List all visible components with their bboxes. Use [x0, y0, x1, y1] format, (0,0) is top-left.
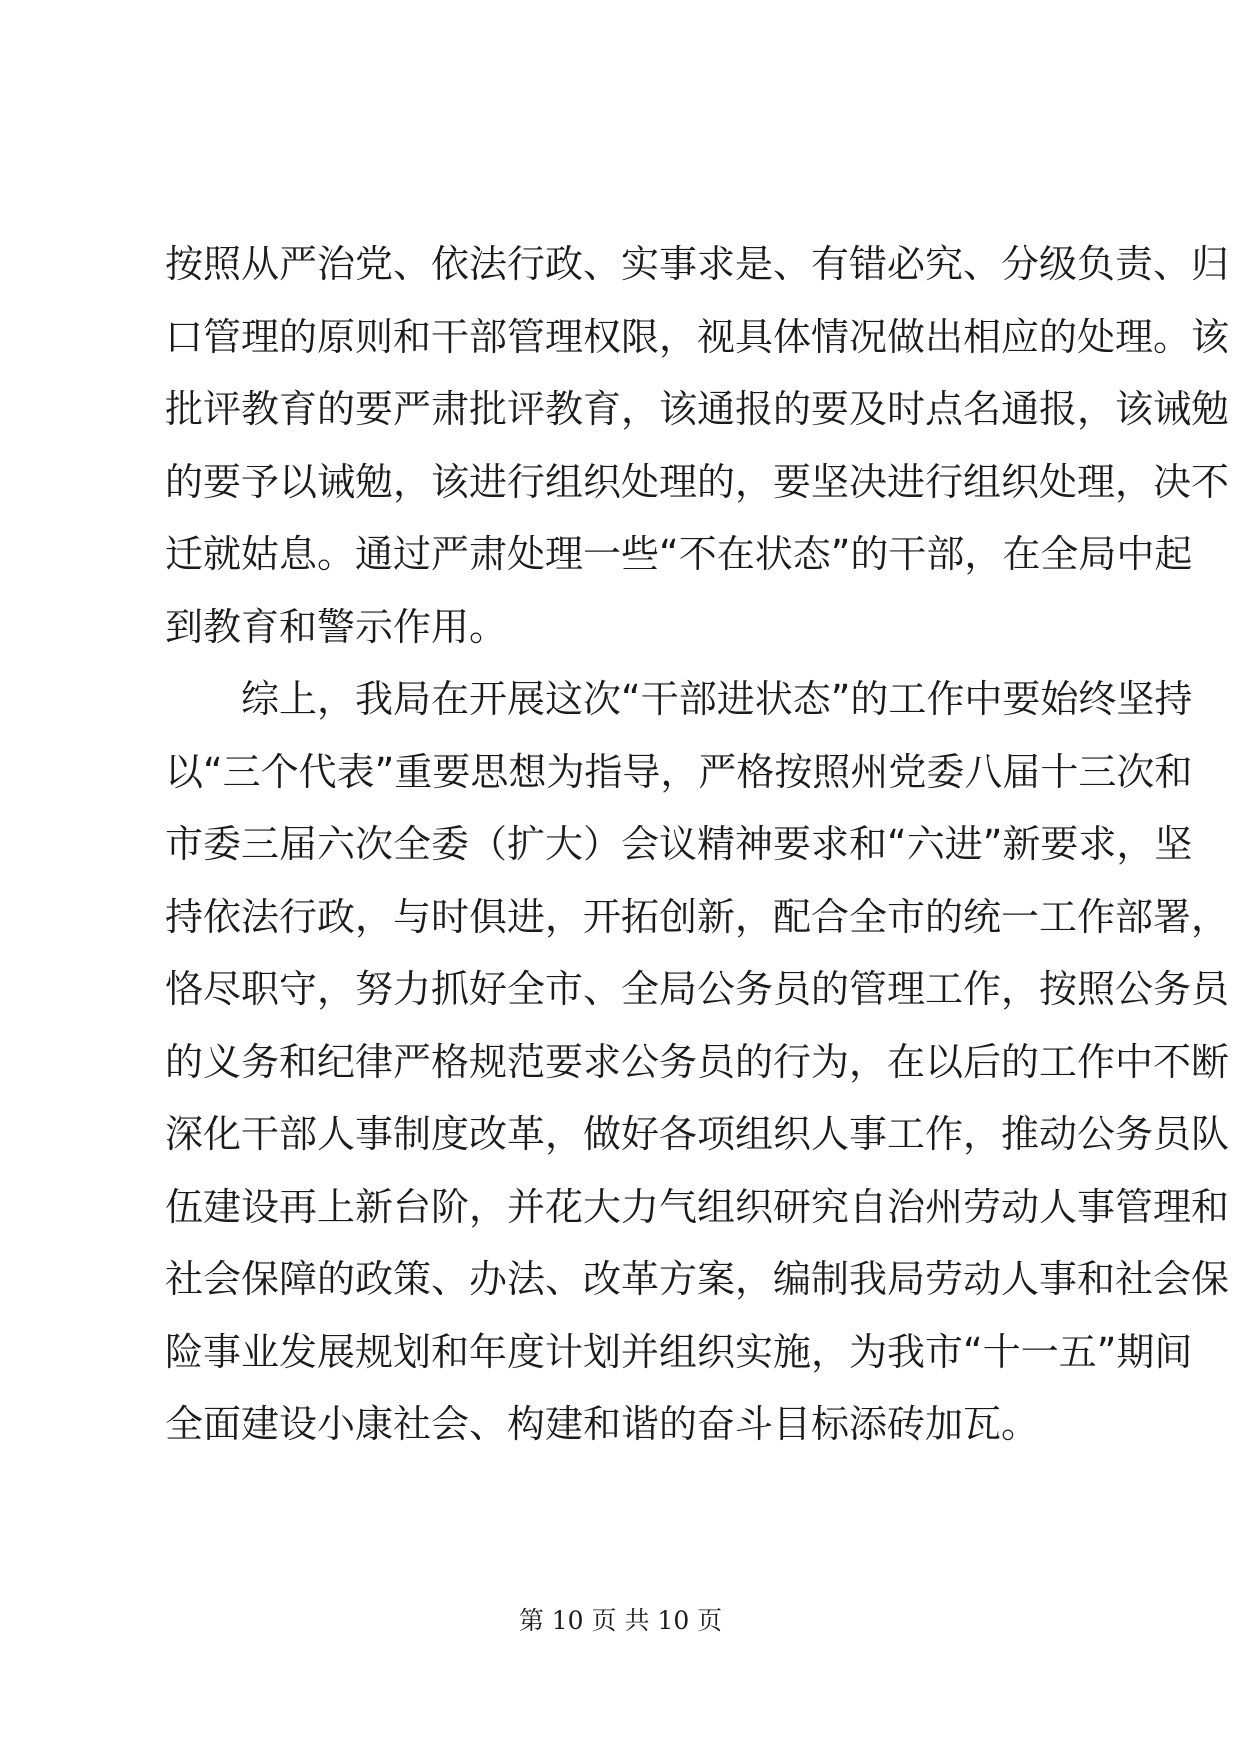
paragraph-line: 批评教育的要严肃批评教育，该通报的要及时点名通报，该诫勉 [165, 387, 1230, 431]
paragraph-line: 伍建设再上新台阶，并花大力气组织研究自治州劳动人事管理和 [165, 1184, 1230, 1229]
paragraph-line: 按照从严治党、依法行政、实事求是、有错必究、分级负责、归 [165, 242, 1230, 286]
paragraph-line: 市委三届六次全委（扩大）会议精神要求和“六进”新要求，坚 [165, 822, 1193, 866]
document-body [165, 228, 1230, 1461]
paragraph-line: 的义务和纪律严格规范要求公务员的行为，在以后的工作中不断 [165, 1039, 1230, 1084]
paragraph-line: 持依法行政，与时俱进，开拓创新，配合全市的统一工作部署， [165, 894, 1230, 939]
paragraph-line: 恪尽职守，努力抓好全市、全局公务员的管理工作，按照公务员 [165, 967, 1230, 1011]
paragraph-line: 迁就姑息。通过严肃处理一些“不在状态”的干部，在全局中起 [165, 532, 1193, 576]
paragraph-1 [165, 228, 1230, 663]
paragraph-line: 险事业发展规划和年度计划并组织实施，为我市“十一五”期间 [165, 1329, 1193, 1374]
paragraph-line: 综上，我局在开展这次“干部进状态”的工作中要始终坚持 [241, 677, 1193, 721]
paragraph-line: 以“三个代表”重要思想为指导，严格按照州党委八届十三次和 [165, 749, 1193, 794]
paragraph-line: 社会保障的政策、办法、改革方案，编制我局劳动人事和社会保 [165, 1257, 1230, 1301]
paragraph-line: 的要予以诫勉，该进行组织处理的，要坚决进行组织处理，决不 [165, 459, 1230, 504]
paragraph-line: 全面建设小康社会、构建和谐的奋斗目标添砖加瓦。 [165, 1402, 1040, 1446]
paragraph-line: 深化干部人事制度改革，做好各项组织人事工作，推动公务员队 [165, 1112, 1230, 1156]
paragraph-2 [165, 663, 1230, 1461]
paragraph-line: 到教育和警示作用。 [165, 604, 508, 649]
page-number-footer: 第 10 页 共 10 页 [518, 1606, 723, 1635]
paragraph-line: 口管理的原则和干部管理权限，视具体情况做出相应的处理。该 [165, 314, 1230, 359]
